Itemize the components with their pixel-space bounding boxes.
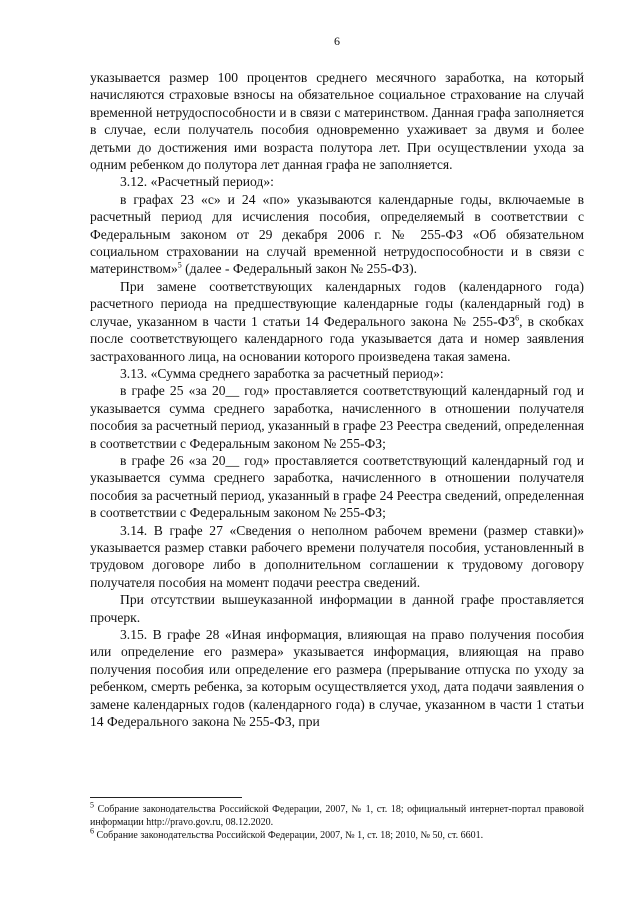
paragraph-text: в графах 23 «с» и 24 «по» указываются календарные годы, включаемые в расчетный период для исчисления пособия, определяемый в соответствии с Федеральным законом от 29 декабря 2006 г. № 255-ФЗ «Об обязательном социальном страховании на случай временной нетрудоспособности и в связи с материнством» — [90, 191, 584, 277]
footnote-ref-6[interactable]: 6 — [515, 313, 520, 323]
paragraph-column-25: в графе 25 «за 20__ год» проставляется соответствующий календарный год и указывается сумма среднего заработка, начисленного в отношении получателя пособия за расчетный период, указанный в графе 23 Реестра сведений, определенная в соответствии с Федеральным законом № 255-ФЗ; — [90, 383, 584, 451]
footnote-6 — [90, 826, 584, 842]
footnote-ref-5[interactable]: 5 — [177, 260, 182, 270]
paragraph-text: При замене соответствующих календарных годов (календарного года) расчетного периода на предшествующие календарные годы (календарный год) в случае, указанном в части 1 статьи 14 Федерального закона № 255-ФЗ — [90, 278, 584, 329]
paragraph-dash: При отсутствии вышеуказанной информации в данной графе проставляется прочерк. — [90, 592, 584, 625]
footnote-text: Собрание законодательства Российской Федерации, 2007, № 1, ст. 18; 2010, № 50, ст. 6601. — [96, 830, 484, 841]
footnotes — [90, 800, 584, 842]
footnote-text: Собрание законодательства Российской Федерации, 2007, № 1, ст. 18; официальный интернет-портал правовой информации http://pravo.gov.ru, 08.12.2020. — [90, 804, 584, 828]
footnote-mark: 6 — [90, 826, 94, 836]
paragraph-3-15: 3.15. В графе 28 «Иная информация, влияющая на право получения пособия или определение его размера» указывается информация, влияющая на право получения пособия или определение его размера (прерывание отпуска по уходу за ребенком, смерть ребенка, за которым осуществляется уход, дата подачи заявления о замене календарных годов (календарного года) в случае, указанном в части 1 статьи 14 Федерального закона № 255-ФЗ, при — [90, 627, 584, 730]
paragraph-calc-period — [90, 191, 584, 278]
paragraph-3-14: 3.14. В графе 27 «Сведения о неполном рабочем времени (размер ставки)» указывается размер ставки рабочего времени получателя пособия, установленный в трудовом договоре либо в дополнительном соглашении к трудовому договору получателя пособия на момент подачи реестра сведений. — [90, 522, 584, 590]
footnote-mark: 5 — [90, 800, 94, 810]
section-heading-3-12: 3.12. «Расчетный период»: — [120, 174, 274, 190]
page-number: 6 — [334, 34, 340, 48]
paragraph-column-26: в графе 26 «за 20__ год» проставляется соответствующий календарный год и указывается сумма среднего заработка, начисленного в отношении получателя пособия за расчетный период, указанный в графе 24 Реестра сведений, определенная в соответствии с Федеральным законом № 255-ФЗ; — [90, 452, 584, 521]
body-text — [90, 69, 584, 730]
paragraph-text: , в скобках после соответствующего календарного года указывается дата и номер заявления застрахованного лица, на основании которого произведена такая замена. — [90, 313, 584, 364]
section-heading-3-13: 3.13. «Сумма среднего заработка за расчетный период»: — [120, 365, 444, 381]
paragraph-continuation: указывается размер 100 процентов среднего месячного заработка, на который начисляются страховые взносы на обязательное социальное страхование на случай временной нетрудоспособности и в связи с материнством. Данная графа заполняется в случае, если получатель пособия одновременно ухаживает за двумя и более детьми до достижения ими возраста полутора лет. При осуществлении ухода за одним ребенком до полутора лет данная графа не заполняется. — [90, 70, 584, 173]
paragraph-text: (далее - Федеральный закон № 255-ФЗ). — [181, 261, 418, 277]
footnote-5 — [90, 800, 584, 829]
footnote-divider — [90, 797, 242, 798]
paragraph-replacement — [90, 278, 584, 365]
